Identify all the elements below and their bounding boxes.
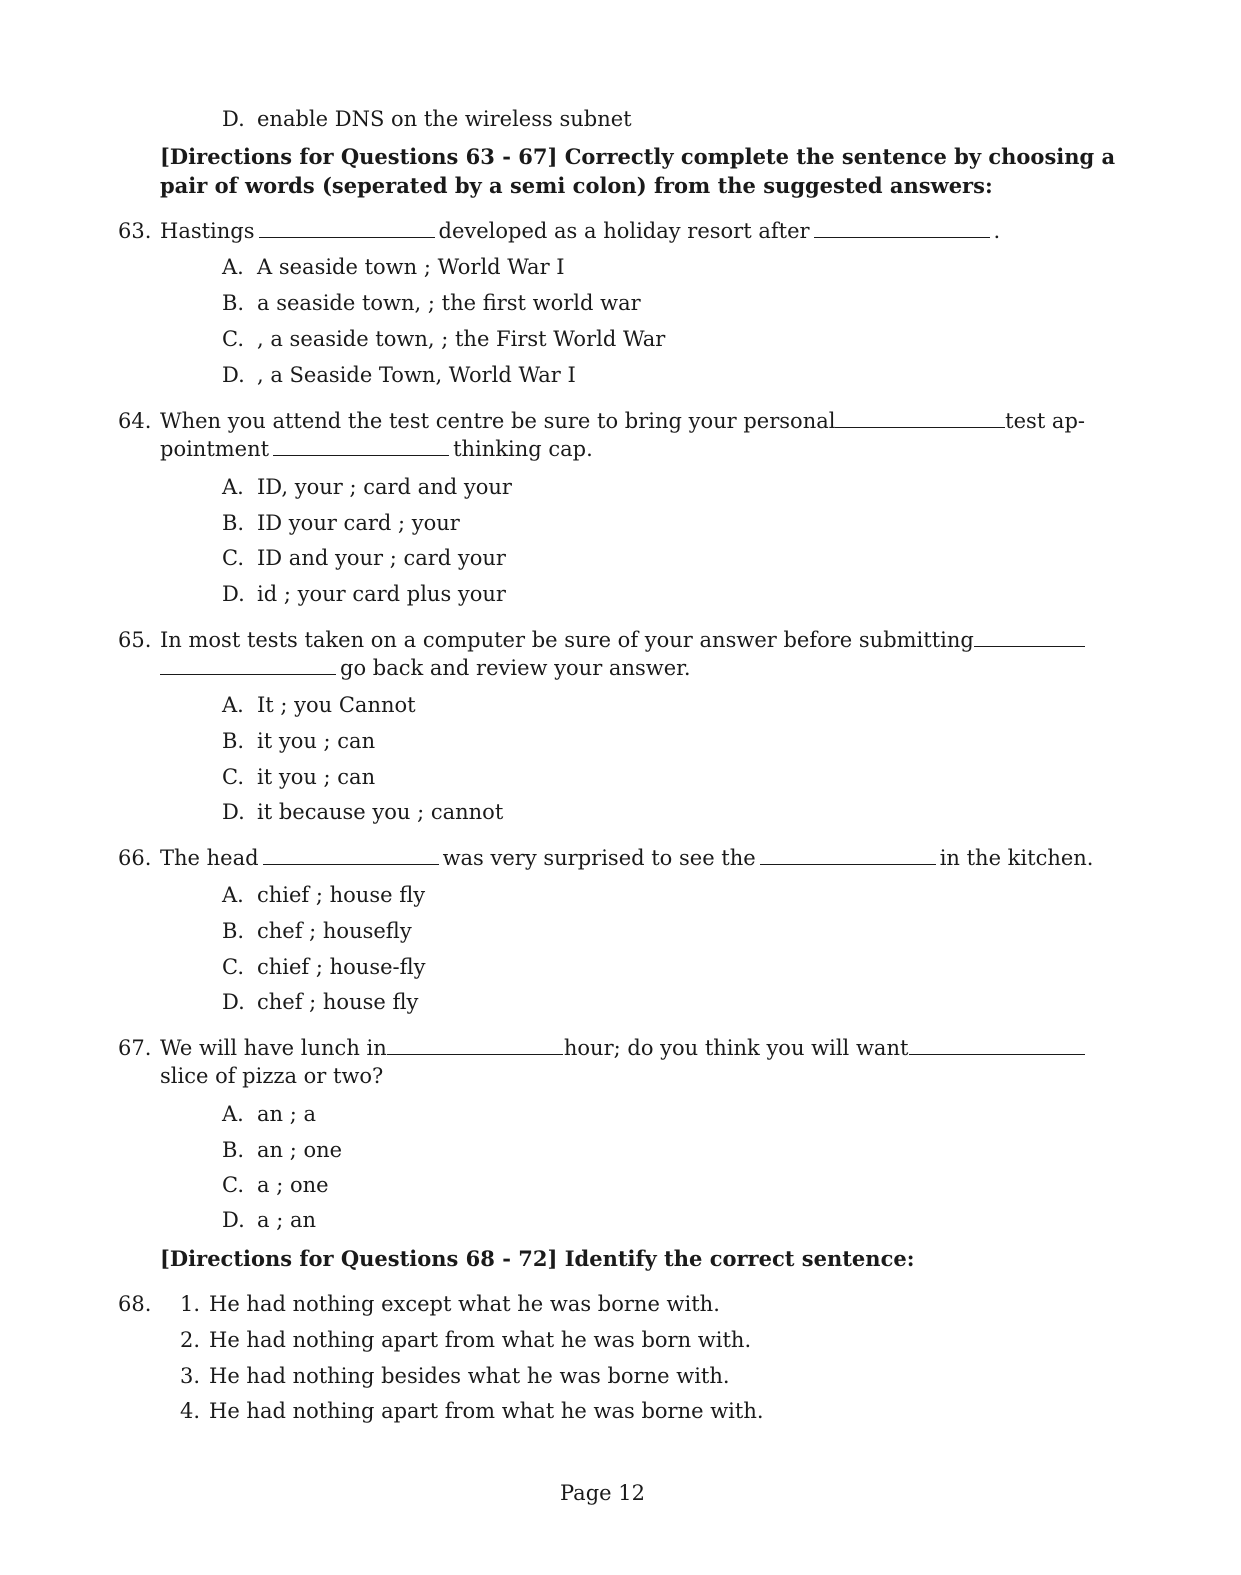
option-letter: C. bbox=[222, 1173, 244, 1197]
question-67-option-d bbox=[222, 1208, 316, 1232]
directions-text-1: [Directions for Questions 63 - 67] Correctly complete the sentence by choosing a bbox=[160, 144, 1116, 169]
option-text: ID and your ; card your bbox=[257, 546, 506, 570]
option-letter: B. bbox=[222, 729, 245, 753]
stem-part: When you attend the test centre be sure to bring your personal bbox=[160, 409, 836, 433]
question-68-sentence-3 bbox=[180, 1364, 730, 1388]
stem-part: go back and review your answer. bbox=[340, 656, 691, 680]
stem-part: developed as a holiday resort after bbox=[438, 219, 810, 243]
option-text: a ; an bbox=[257, 1208, 316, 1232]
option-text: chef ; housefly bbox=[257, 919, 412, 943]
sentence-number: 2. bbox=[180, 1328, 201, 1352]
stem-part: in the kitchen. bbox=[939, 846, 1094, 870]
answer-blank bbox=[387, 1053, 563, 1055]
option-text: id ; your card plus your bbox=[257, 582, 506, 606]
stem-part: In most tests taken on a computer be sure of your answer before submitting bbox=[160, 628, 974, 652]
option-text: enable DNS on the wireless subnet bbox=[257, 107, 632, 131]
answer-blank bbox=[814, 236, 990, 238]
stem-part: was very surprised to see the bbox=[442, 846, 756, 870]
question-66-stem bbox=[160, 846, 1093, 870]
stem-part: Hastings bbox=[160, 219, 255, 243]
question-63-option-a bbox=[222, 255, 565, 279]
option-text: , a Seaside Town, World War I bbox=[257, 363, 576, 387]
option-text: It ; you Cannot bbox=[257, 693, 416, 717]
option-text: chief ; house-fly bbox=[257, 955, 426, 979]
question-67-option-c bbox=[222, 1173, 329, 1197]
directions-68-72: [Directions for Questions 68 - 72] Identify the correct sentence: bbox=[160, 1246, 915, 1271]
option-letter: A. bbox=[222, 475, 244, 499]
option-letter: D. bbox=[222, 1208, 245, 1232]
question-65-option-c bbox=[222, 765, 375, 789]
question-65-number: 65. bbox=[118, 628, 152, 652]
sentence-number: 1. bbox=[180, 1292, 201, 1316]
option-text: it because you ; cannot bbox=[257, 800, 504, 824]
option-letter: C. bbox=[222, 765, 244, 789]
sentence-text: He had nothing apart from what he was born with. bbox=[209, 1328, 752, 1352]
directions-line-1 bbox=[160, 144, 1116, 169]
option-text: chef ; house fly bbox=[257, 990, 419, 1014]
sentence-text: He had nothing except what he was borne with. bbox=[209, 1292, 720, 1316]
question-65-option-d bbox=[222, 800, 503, 824]
question-67-stem-line-2: slice of pizza or two? bbox=[160, 1064, 384, 1088]
option-text: an ; a bbox=[257, 1102, 316, 1126]
question-64-option-c bbox=[222, 546, 506, 570]
sentence-text: He had nothing apart from what he was borne with. bbox=[209, 1399, 764, 1423]
question-68-sentence-1 bbox=[180, 1292, 720, 1316]
stem-part: We will have lunch in bbox=[160, 1036, 387, 1060]
question-65-stem-line-1 bbox=[160, 628, 1085, 652]
answer-blank bbox=[273, 454, 449, 456]
directions-line-2: pair of words (seperated by a semi colon) from the suggested answers: bbox=[160, 173, 993, 198]
question-64-number: 64. bbox=[118, 409, 152, 433]
stem-part: . bbox=[993, 219, 1001, 243]
question-66-number: 66. bbox=[118, 846, 152, 870]
option-text: a seaside town, ; the first world war bbox=[257, 291, 641, 315]
option-text: A seaside town ; World War I bbox=[257, 255, 565, 279]
question-68-sentence-4 bbox=[180, 1399, 764, 1423]
option-letter: C. bbox=[222, 546, 244, 570]
option-text: ID, your ; card and your bbox=[257, 475, 512, 499]
option-letter: A. bbox=[222, 883, 244, 907]
question-65-stem-line-2 bbox=[160, 656, 691, 680]
option-letter: A. bbox=[222, 1102, 244, 1126]
question-63-stem bbox=[160, 219, 1000, 243]
option-letter: D. bbox=[222, 107, 245, 131]
question-63-option-b bbox=[222, 291, 641, 315]
option-letter: C. bbox=[222, 955, 244, 979]
option-letter: A. bbox=[222, 693, 244, 717]
question-63-number: 63. bbox=[118, 219, 152, 243]
answer-blank bbox=[909, 1053, 1085, 1055]
option-letter: D. bbox=[222, 800, 245, 824]
question-66-option-a bbox=[222, 883, 425, 907]
answer-blank bbox=[259, 236, 435, 238]
question-67-option-b bbox=[222, 1138, 342, 1162]
answer-blank bbox=[835, 426, 1005, 428]
answer-blank bbox=[974, 645, 1085, 647]
directions-63-67 bbox=[160, 144, 1116, 198]
stem-part: The head bbox=[160, 846, 259, 870]
option-letter: C. bbox=[222, 327, 244, 351]
question-64-option-a bbox=[222, 475, 512, 499]
question-66-option-c bbox=[222, 955, 426, 979]
question-63-option-c bbox=[222, 327, 665, 351]
option-letter: D. bbox=[222, 990, 245, 1014]
option-text: a ; one bbox=[257, 1173, 329, 1197]
question-63-option-d bbox=[222, 363, 576, 387]
prev-option-d bbox=[222, 107, 632, 131]
stem-part: hour; do you think you will want bbox=[563, 1036, 909, 1060]
question-68-sentence-2 bbox=[180, 1328, 751, 1352]
option-letter: B. bbox=[222, 919, 245, 943]
option-letter: A. bbox=[222, 255, 244, 279]
question-64-stem-line-2 bbox=[160, 437, 593, 461]
page-number: Page 12 bbox=[560, 1481, 645, 1505]
question-65-option-b bbox=[222, 729, 375, 753]
sentence-text: He had nothing besides what he was borne with. bbox=[209, 1364, 730, 1388]
answer-blank bbox=[760, 863, 936, 865]
question-66-option-d bbox=[222, 990, 418, 1014]
question-64-option-b bbox=[222, 511, 460, 535]
option-text: it you ; can bbox=[257, 729, 376, 753]
option-letter: B. bbox=[222, 291, 245, 315]
option-text: chief ; house fly bbox=[257, 883, 426, 907]
sentence-number: 4. bbox=[180, 1399, 201, 1423]
option-letter: D. bbox=[222, 363, 245, 387]
stem-part: test ap- bbox=[1005, 409, 1085, 433]
answer-blank bbox=[160, 673, 336, 675]
question-65-option-a bbox=[222, 693, 416, 717]
stem-part: pointment bbox=[160, 437, 270, 461]
stem-part: thinking cap. bbox=[453, 437, 593, 461]
question-67-number: 67. bbox=[118, 1036, 152, 1060]
question-64-stem-line-1 bbox=[160, 409, 1085, 433]
question-67-stem-line-1 bbox=[160, 1036, 1085, 1060]
sentence-number: 3. bbox=[180, 1364, 201, 1388]
option-text: ID your card ; your bbox=[257, 511, 460, 535]
option-text: an ; one bbox=[257, 1138, 343, 1162]
option-text: , a seaside town, ; the First World War bbox=[257, 327, 666, 351]
option-text: it you ; can bbox=[257, 765, 376, 789]
question-66-option-b bbox=[222, 919, 412, 943]
option-letter: D. bbox=[222, 582, 245, 606]
option-letter: B. bbox=[222, 1138, 245, 1162]
option-letter: B. bbox=[222, 511, 245, 535]
question-67-option-a bbox=[222, 1102, 316, 1126]
question-64-option-d bbox=[222, 582, 506, 606]
question-68-number: 68. bbox=[118, 1292, 152, 1316]
answer-blank bbox=[263, 863, 439, 865]
